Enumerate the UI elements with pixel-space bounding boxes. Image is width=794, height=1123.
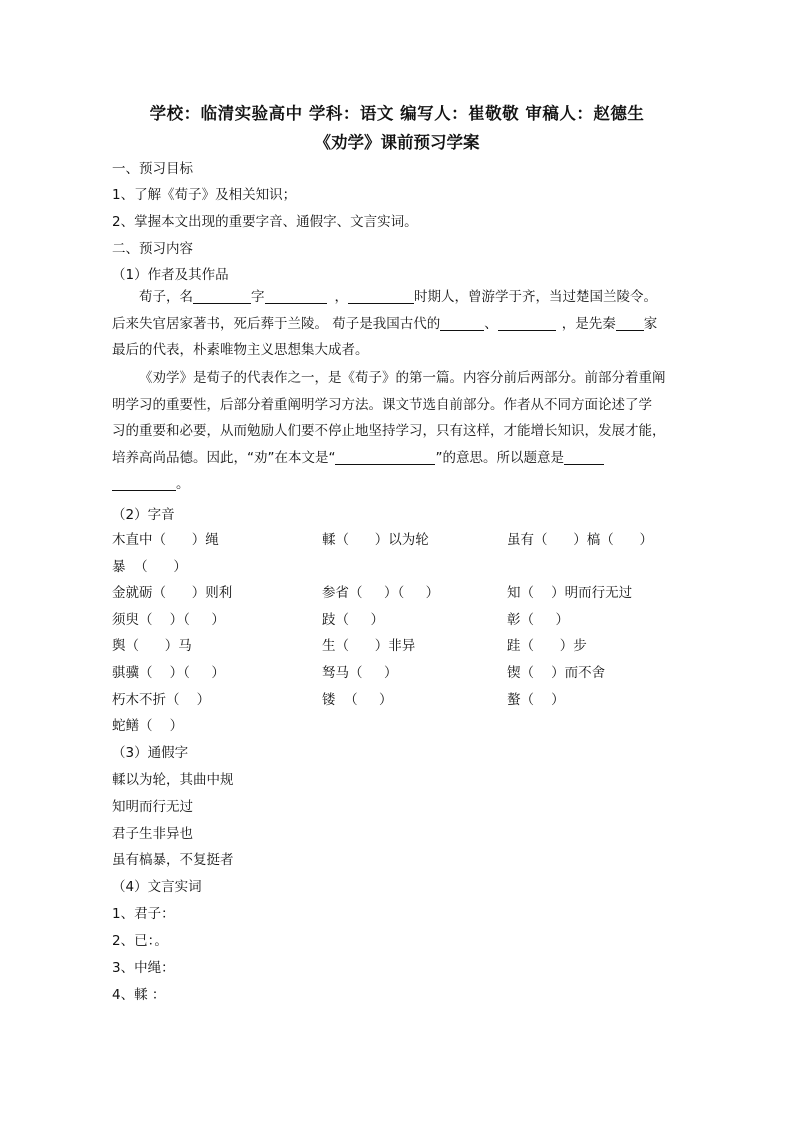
pron-row: [112, 713, 712, 740]
pron-row: [112, 554, 712, 581]
pron-item: 虽有（ ）槁（ ）: [507, 532, 653, 548]
goal-item: 1、了解《荀子》及相关知识；: [112, 187, 297, 203]
blank: [564, 449, 604, 465]
pron-row: [112, 580, 712, 607]
tongjia-item: 知明而行无过: [112, 799, 193, 815]
blank: [193, 288, 251, 304]
tongjia-item: 虽有槁暴，不复挺者: [112, 852, 234, 868]
shici-item: 1、君子：: [112, 906, 175, 922]
document-header: 学校：临清实验高中 学科：语文 编写人：崔敬敬 审稿人：赵德生: [149, 104, 645, 123]
pron-item: 知（ ）明而行无过: [507, 585, 633, 602]
pron-item: 须臾（ ）（ ）: [112, 611, 225, 628]
shici-item: 4、輮 ：: [112, 987, 166, 1003]
pron-item: 朽木不折（ ）: [112, 691, 211, 708]
blank: [265, 288, 327, 304]
pron-item: 金就砺（ ）则利: [112, 585, 233, 602]
tongjia-item: 輮以为轮，其曲中规: [112, 772, 234, 788]
blank: [440, 315, 484, 331]
pron-item: 跬（ ）步: [507, 638, 587, 655]
section-heading: 一、预习目标: [112, 161, 193, 177]
pron-row: [112, 633, 712, 660]
pron-item: 锲（ ）而不舍: [507, 664, 606, 681]
pron-row: [112, 660, 712, 687]
pron-item: 輮（ ）以为轮: [322, 532, 429, 548]
blank: [112, 475, 176, 491]
pron-item: 木直中（ ）绳: [112, 532, 219, 548]
pronunciation-grid: [112, 527, 712, 740]
subsection-heading: （2）字音: [112, 507, 175, 523]
pron-item: 暴 （ ）: [112, 558, 187, 575]
quanxue-paragraph: 《劝学》是荀子的代表作之一，是《荀子》的第一篇。内容分前后两部分。前部分着重阐 明学习的重要性，后部分着重阐明学习方法。课文节选自前部分。作者从不同方面论述了学 习的重要和必要，从而勉励人们要不停止地坚持学习，只有这样，才能增长知识，发展才能， 培养高尚品德。因此，“劝”在本文是“ ”的意思。所以题意是 。: [112, 370, 666, 492]
subsection-heading: （4）文言实词: [112, 879, 202, 895]
pron-row: [112, 607, 712, 634]
pron-row: [112, 527, 712, 554]
blank: [498, 315, 556, 331]
blank: [348, 288, 414, 304]
subsection-heading: （3）通假字: [112, 745, 189, 761]
shici-item: 2、已：。: [112, 933, 168, 949]
author-paragraph: 荀子，名 字 ， 时期人，曾游学于齐，当过楚国兰陵令。 后来失官居家著书，死后葬于兰陵。 荀子是我国古代的 、 ，是先秦 家 最后的代表，朴素唯物主义思想集大成者。: [112, 289, 658, 358]
pron-item: 镂 （ ）: [322, 691, 393, 708]
goal-item: 2、掌握本文出现的重要字音、通假字、文言实词。: [112, 214, 418, 230]
pron-item: 跂（ ）: [322, 611, 384, 628]
section-heading: 二、预习内容: [112, 241, 193, 257]
pron-item: 螯（ ）: [507, 691, 565, 708]
pron-item: 舆（ ）马: [112, 638, 192, 655]
shici-item: 3、中绳：: [112, 960, 175, 976]
tongjia-item: 君子生非异也: [112, 826, 193, 842]
pron-item: 骐骥（ ）（ ）: [112, 664, 225, 681]
pron-row: [112, 687, 712, 714]
blank: [616, 315, 644, 331]
pron-item: 彰（ ）: [507, 611, 569, 628]
pron-item: 驽马（ ）: [322, 664, 398, 681]
blank: [335, 449, 435, 465]
page-title: 《劝学》课前预习学案: [314, 133, 480, 152]
pron-item: 生（ ）非异: [322, 638, 416, 655]
pron-item: 蛇鳝（ ）: [112, 718, 184, 735]
subsection-heading: （1）作者及其作品: [112, 267, 229, 283]
pron-item: 参省（ ）（ ）: [322, 585, 440, 602]
